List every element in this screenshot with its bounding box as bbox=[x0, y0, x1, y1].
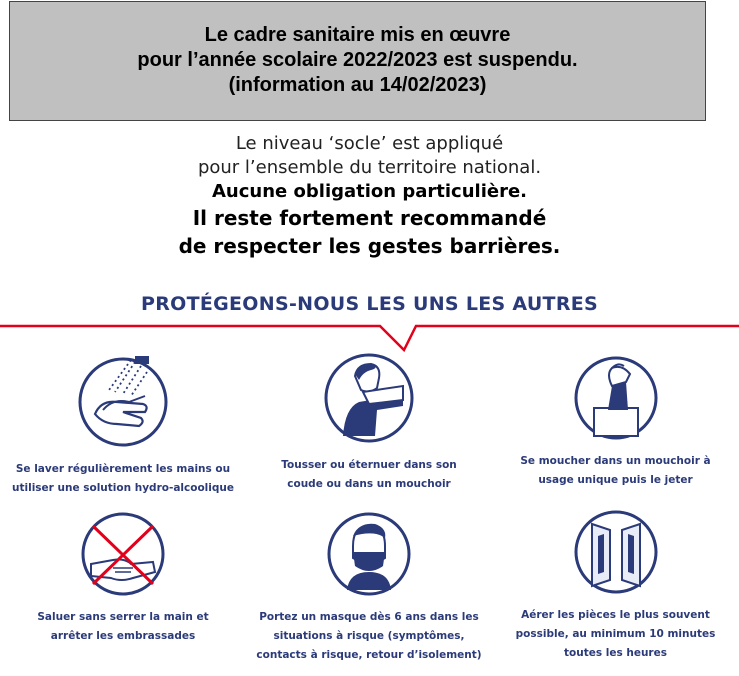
gesture-caption-line: contacts à risque, retour d’isolement) bbox=[256, 649, 482, 661]
gesture-caption-line: Portez un masque dès 6 ans dans les bbox=[259, 611, 479, 623]
gesture-caption-line: Tousser ou éternuer dans son bbox=[281, 459, 457, 471]
gesture-caption-line: Se moucher dans un mouchoir à bbox=[520, 455, 711, 467]
gesture-mask bbox=[246, 508, 492, 665]
gesture-caption-line: toutes les heures bbox=[563, 647, 667, 659]
poster-title: PROTÉGEONS-NOUS LES UNS LES AUTRES bbox=[140, 293, 599, 315]
gesture-caption-line: Se laver régulièrement les mains ou bbox=[15, 463, 231, 475]
gesture-caption-line: usage unique puis le jeter bbox=[538, 474, 693, 486]
notice-line-2: pour l’année scolaire 2022/2023 est suspendu. bbox=[137, 49, 578, 71]
info-line-5: de respecter les gestes barrières. bbox=[178, 234, 561, 258]
open-window-icon bbox=[566, 506, 666, 598]
hand-washing-icon bbox=[73, 352, 173, 452]
info-line-2: pour l’ensemble du territoire national. bbox=[197, 157, 542, 178]
gesture-caption-line: utiliser une solution hydro-alcoolique bbox=[12, 482, 234, 494]
info-line-1: Le niveau ‘socle’ est appliqué bbox=[235, 133, 504, 154]
gesture-caption-line: possible, au minimum 10 minutes bbox=[515, 628, 716, 640]
tissue-icon bbox=[566, 352, 666, 444]
gesture-caption-line: Saluer sans serrer la main et bbox=[37, 611, 209, 623]
notice-line-1: Le cadre sanitaire mis en œuvre bbox=[204, 24, 511, 46]
gesture-caption-line: situations à risque (symptômes, bbox=[273, 630, 465, 642]
notice-line-3: (information au 14/02/2023) bbox=[228, 74, 487, 96]
gesture-no-handshake bbox=[0, 508, 246, 646]
gesture-caption-line: coude ou dans un mouchoir bbox=[287, 478, 451, 490]
info-line-3: Aucune obligation particulière. bbox=[212, 181, 527, 202]
no-handshake-icon bbox=[73, 508, 173, 600]
mask-icon bbox=[319, 508, 419, 600]
cough-elbow-icon bbox=[319, 348, 419, 448]
info-line-4: Il reste fortement recommandé bbox=[192, 206, 547, 230]
notice-box bbox=[9, 1, 706, 121]
gesture-caption-line: Aérer les pièces le plus souvent bbox=[521, 609, 710, 621]
gesture-tissue bbox=[492, 352, 739, 490]
gesture-cough-elbow bbox=[246, 348, 492, 494]
gesture-caption-line: arrêter les embrassades bbox=[50, 630, 196, 642]
info-block bbox=[0, 132, 739, 260]
gesture-open-window bbox=[492, 506, 739, 663]
gesture-hand-washing bbox=[0, 352, 246, 498]
